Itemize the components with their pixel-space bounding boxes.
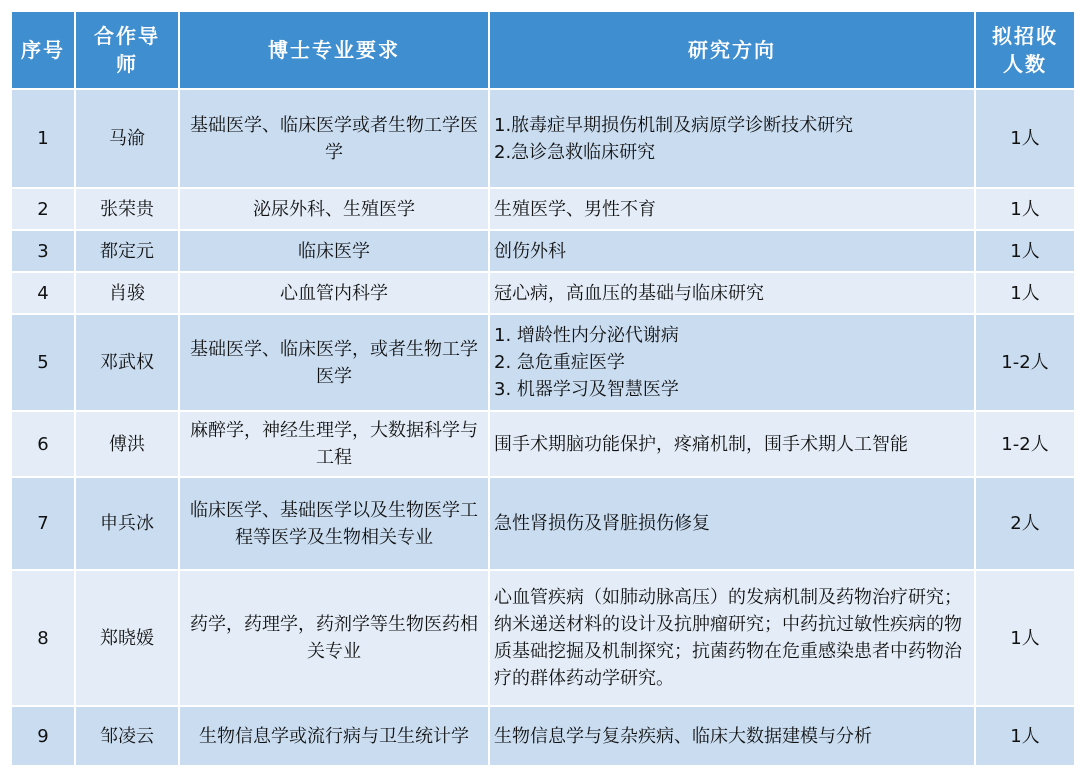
row-advisor: 申兵冰 (75, 477, 179, 570)
row-major: 药学，药理学，药剂学等生物医药相关专业 (179, 570, 489, 706)
row-advisor: 马渝 (75, 89, 179, 188)
row-index: 3 (11, 230, 75, 272)
row-direction (489, 230, 975, 272)
row-index: 4 (11, 272, 75, 314)
row-major: 临床医学 (179, 230, 489, 272)
row-major: 基础医学、临床医学，或者生物工学医学 (179, 314, 489, 411)
header-major: 博士专业要求 (179, 11, 489, 89)
direction-line: 3. 机器学习及智慧医学 (494, 379, 679, 400)
header-quota: 拟招收人数 (975, 11, 1075, 89)
row-advisor: 邓武权 (75, 314, 179, 411)
direction-line: 心血管疾病（如肺动脉高压）的发病机制及药物治疗研究；纳米递送材料的设计及抗肿瘤研究；中药抗过敏性疾病的物质基础挖掘及机制探究；抗菌药物在危重感染患者中药物治疗的群体药动学研究。 (494, 587, 962, 689)
row-index: 8 (11, 570, 75, 706)
row-index: 9 (11, 706, 75, 766)
direction-line: 2. 急危重症医学 (494, 352, 625, 373)
row-direction (489, 706, 975, 766)
row-major: 基础医学、临床医学或者生物工学医学 (179, 89, 489, 188)
direction-line: 急性肾损伤及肾脏损伤修复 (494, 513, 710, 534)
direction-line: 围手术期脑功能保护，疼痛机制，围手术期人工智能 (494, 433, 908, 455)
table-header-row (11, 11, 1075, 89)
direction-line: 2.急诊急救临床研究 (494, 141, 656, 163)
row-direction (489, 272, 975, 314)
row-direction (489, 314, 975, 411)
direction-line: 1. 增龄性内分泌代谢病 (494, 325, 679, 346)
row-quota: 1人 (975, 230, 1075, 272)
row-index: 2 (11, 188, 75, 230)
row-quota: 1-2人 (975, 411, 1075, 477)
row-advisor: 邹凌云 (75, 706, 179, 766)
row-direction (489, 477, 975, 570)
row-index: 1 (11, 89, 75, 188)
table-row (11, 89, 1075, 188)
direction-line: 1.脓毒症早期损伤机制及病原学诊断技术研究 (494, 114, 854, 136)
row-major: 心血管内科学 (179, 272, 489, 314)
row-index: 5 (11, 314, 75, 411)
row-quota: 1-2人 (975, 314, 1075, 411)
table-row (11, 570, 1075, 706)
row-index: 6 (11, 411, 75, 477)
table-row (11, 411, 1075, 477)
row-quota: 1人 (975, 272, 1075, 314)
row-major: 临床医学、基础医学以及生物医学工程等医学及生物相关专业 (179, 477, 489, 570)
row-major: 泌尿外科、生殖医学 (179, 188, 489, 230)
row-quota: 1人 (975, 706, 1075, 766)
header-index: 序号 (11, 11, 75, 89)
row-advisor: 张荣贵 (75, 188, 179, 230)
recruitment-table (10, 10, 1076, 767)
row-direction (489, 411, 975, 477)
row-advisor: 郑晓媛 (75, 570, 179, 706)
row-index: 7 (11, 477, 75, 570)
header-direction: 研究方向 (489, 11, 975, 89)
table-row (11, 477, 1075, 570)
row-quota: 1人 (975, 188, 1075, 230)
row-direction (489, 89, 975, 188)
table-row (11, 188, 1075, 230)
row-advisor: 傅洪 (75, 411, 179, 477)
row-advisor: 都定元 (75, 230, 179, 272)
row-major: 生物信息学或流行病与卫生统计学 (179, 706, 489, 766)
table-row (11, 272, 1075, 314)
row-advisor: 肖骏 (75, 272, 179, 314)
row-quota: 1人 (975, 89, 1075, 188)
row-quota: 2人 (975, 477, 1075, 570)
direction-line: 创伤外科 (494, 240, 566, 262)
row-direction (489, 188, 975, 230)
header-advisor: 合作导师 (75, 11, 179, 89)
direction-line: 生殖医学、男性不育 (494, 198, 656, 220)
table-body (11, 89, 1075, 766)
row-quota: 1人 (975, 570, 1075, 706)
row-major: 麻醉学，神经生理学，大数据科学与工程 (179, 411, 489, 477)
table-row (11, 230, 1075, 272)
row-direction (489, 570, 975, 706)
recruitment-table-container (10, 10, 1074, 767)
direction-line: 生物信息学与复杂疾病、临床大数据建模与分析 (494, 725, 872, 747)
table-row (11, 706, 1075, 766)
table-row (11, 314, 1075, 411)
direction-line: 冠心病，高血压的基础与临床研究 (494, 282, 764, 304)
